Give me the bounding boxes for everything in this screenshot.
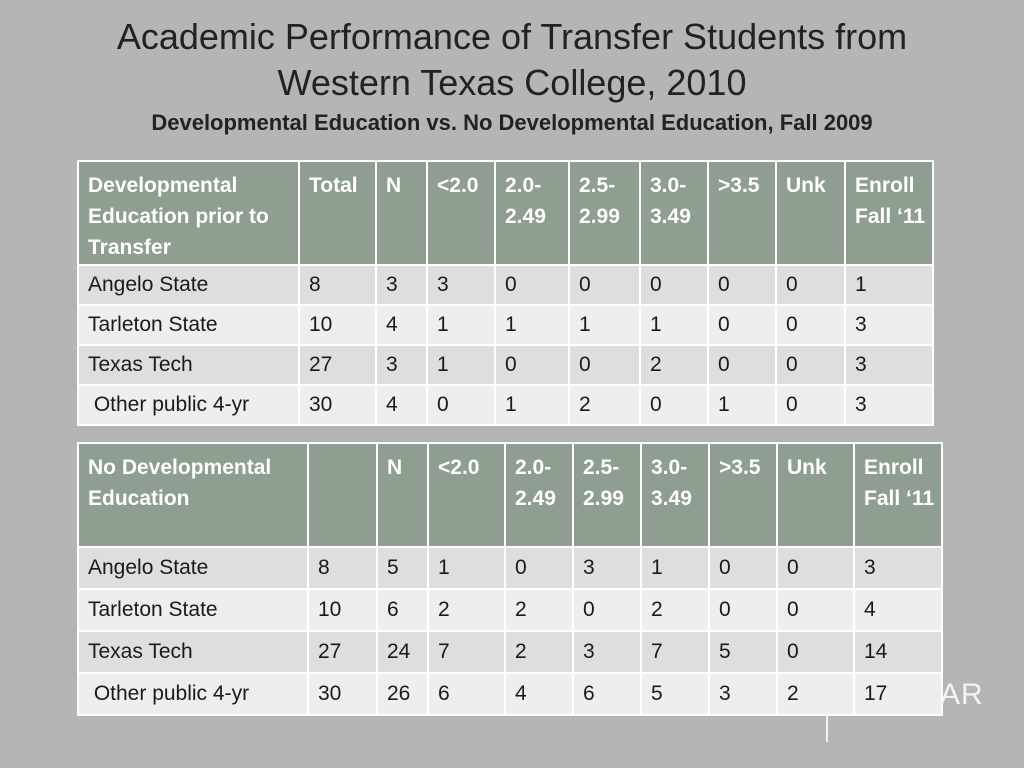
table-cell: 10 [299, 305, 376, 345]
table-row [78, 345, 933, 385]
table-cell: 0 [569, 265, 640, 305]
table-row [78, 547, 942, 589]
table-cell: 0 [708, 345, 776, 385]
table-row [78, 265, 933, 305]
column-header: <2.0 [428, 443, 505, 547]
table-cell: 3 [376, 265, 427, 305]
table-row [78, 385, 933, 425]
no-developmental-education-table [77, 442, 943, 716]
table-cell: 3 [854, 547, 942, 589]
table-cell: 5 [377, 547, 428, 589]
table-cell: Angelo State [78, 265, 299, 305]
table-cell: 1 [708, 385, 776, 425]
table-cell: Other public 4-yr [78, 385, 299, 425]
table-cell: 3 [845, 305, 933, 345]
table-cell: 0 [427, 385, 495, 425]
table-cell: 0 [776, 385, 845, 425]
table-cell: 3 [709, 673, 777, 715]
table-cell: 0 [573, 589, 641, 631]
table-cell: 6 [573, 673, 641, 715]
table-row [78, 631, 942, 673]
table-cell: 1 [640, 305, 708, 345]
column-header: 2.5-2.99 [573, 443, 641, 547]
title-line-2: Western Texas College, 2010 [277, 62, 747, 103]
column-header: 2.0-2.49 [495, 161, 569, 265]
table-cell: 4 [854, 589, 942, 631]
table-cell: 8 [299, 265, 376, 305]
table-cell: 3 [573, 547, 641, 589]
table-cell: 3 [573, 631, 641, 673]
table-cell: 1 [495, 385, 569, 425]
table-cell: 27 [308, 631, 377, 673]
table-cell: 2 [428, 589, 505, 631]
column-header: N [376, 161, 427, 265]
page-title [0, 14, 1024, 106]
table-cell: 30 [308, 673, 377, 715]
table-cell: 1 [427, 345, 495, 385]
table-cell: 1 [428, 547, 505, 589]
table-cell: 1 [641, 547, 709, 589]
column-header: N [377, 443, 428, 547]
column-header: 3.0-3.49 [641, 443, 709, 547]
table-cell: 7 [641, 631, 709, 673]
table-cell: 3 [376, 345, 427, 385]
column-header: <2.0 [427, 161, 495, 265]
table-cell: 0 [569, 345, 640, 385]
table-cell: 0 [708, 305, 776, 345]
table-cell: 5 [641, 673, 709, 715]
table-cell: 10 [308, 589, 377, 631]
table-cell: 0 [709, 547, 777, 589]
table-cell: 0 [708, 265, 776, 305]
table-cell: 0 [776, 345, 845, 385]
table-cell: 1 [427, 305, 495, 345]
table-row [78, 589, 942, 631]
table-cell: 6 [377, 589, 428, 631]
table-cell: 26 [377, 673, 428, 715]
logo-divider [826, 712, 828, 742]
column-header: Enroll Fall ‘11 [845, 161, 933, 265]
logo-text: AR [940, 678, 984, 711]
table-cell: Texas Tech [78, 345, 299, 385]
column-header: Unk [777, 443, 854, 547]
column-header: Total [299, 161, 376, 265]
title-line-1: Academic Performance of Transfer Students from [116, 16, 908, 57]
table-cell: 2 [641, 589, 709, 631]
table-cell: 0 [776, 265, 845, 305]
table-cell: 0 [495, 345, 569, 385]
column-header: No Developmental Education [78, 443, 308, 547]
table-cell: 2 [505, 631, 573, 673]
column-header: >3.5 [709, 443, 777, 547]
column-header: 2.0-2.49 [505, 443, 573, 547]
table-cell: 3 [427, 265, 495, 305]
table-cell: 0 [640, 385, 708, 425]
column-header: Unk [776, 161, 845, 265]
table-cell: Angelo State [78, 547, 308, 589]
table-cell: Tarleton State [78, 589, 308, 631]
table-cell: 0 [777, 589, 854, 631]
table-cell: Texas Tech [78, 631, 308, 673]
table-cell: 8 [308, 547, 377, 589]
table-cell: 0 [777, 547, 854, 589]
table-cell: 4 [376, 305, 427, 345]
table-header-row [78, 443, 942, 547]
table-row [78, 305, 933, 345]
column-header: >3.5 [708, 161, 776, 265]
table-cell: 4 [505, 673, 573, 715]
column-header: 3.0-3.49 [640, 161, 708, 265]
table-cell: 1 [495, 305, 569, 345]
table-cell: 27 [299, 345, 376, 385]
table-cell: 24 [377, 631, 428, 673]
table-row [78, 673, 942, 715]
table-cell: 0 [495, 265, 569, 305]
page-subtitle: Developmental Education vs. No Developmental Education, Fall 2009 [151, 110, 873, 135]
table-cell: 0 [505, 547, 573, 589]
table-cell: 7 [428, 631, 505, 673]
table-cell: 2 [505, 589, 573, 631]
table-cell: Other public 4-yr [78, 673, 308, 715]
table-cell: 2 [777, 673, 854, 715]
table-cell: 30 [299, 385, 376, 425]
table-cell: 2 [569, 385, 640, 425]
column-header [308, 443, 377, 547]
table-cell: 0 [709, 589, 777, 631]
table-cell: 0 [640, 265, 708, 305]
table-cell: 4 [376, 385, 427, 425]
table-cell: 1 [569, 305, 640, 345]
column-header: 2.5-2.99 [569, 161, 640, 265]
table-cell: 3 [845, 345, 933, 385]
table-cell: 0 [776, 305, 845, 345]
table-cell: 1 [845, 265, 933, 305]
table-cell: 14 [854, 631, 942, 673]
column-header: Enroll Fall ‘11 [854, 443, 942, 547]
column-header: Developmental Education prior to Transfer [78, 161, 299, 265]
table-cell: 3 [845, 385, 933, 425]
table-cell: Tarleton State [78, 305, 299, 345]
developmental-education-table [77, 160, 934, 426]
table-cell: 2 [640, 345, 708, 385]
table-cell: 0 [777, 631, 854, 673]
table-cell: 6 [428, 673, 505, 715]
table-cell: 5 [709, 631, 777, 673]
table-cell: 17 [854, 673, 942, 715]
table-header-row [78, 161, 933, 265]
